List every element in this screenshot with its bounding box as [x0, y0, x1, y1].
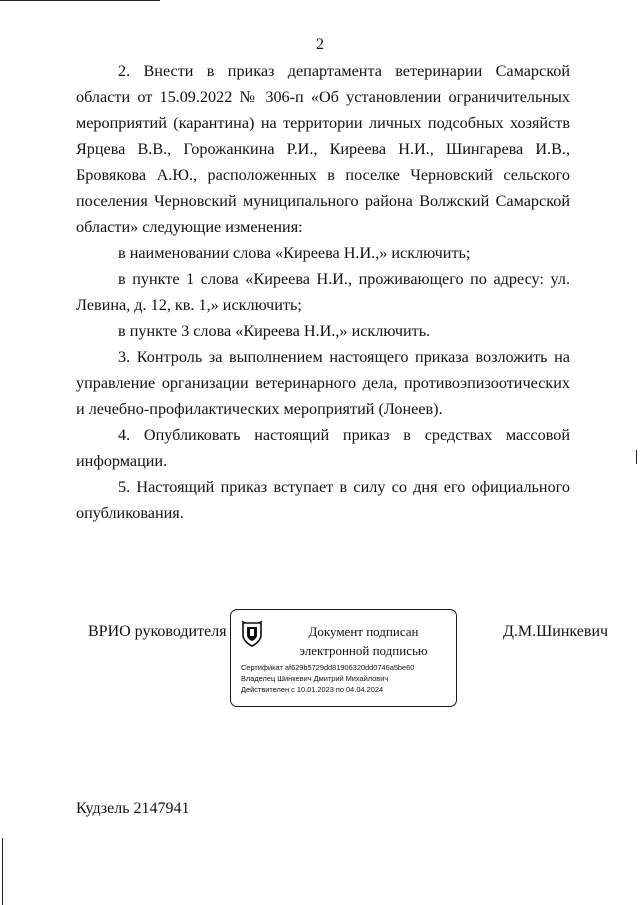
paragraph-point-1-change: в пункте 1 слова «Киреева Н.И., проживающего по адресу: ул. Левина, д. 12, кв. 1,» исключить; [76, 270, 570, 314]
paragraph-point-3-change: в пункте 3 слова «Киреева Н.И.,» исключить. [118, 322, 431, 340]
signatory-name: Д.М.Шинкевич [503, 623, 609, 640]
stamp-details [241, 662, 453, 695]
executor-note: Кудзель 2147941 [76, 800, 190, 817]
stamp-title-line2: электронной подписью [299, 643, 428, 658]
coat-of-arms-icon [241, 620, 263, 648]
stamp-certificate: Сертификат af629b5729dd81906320dd0746a5be60 [241, 663, 415, 672]
scan-edge-top [0, 0, 160, 1]
stamp-title-line1: Документ подписан [308, 624, 419, 639]
signatory-position: ВРИО руководителя [88, 623, 227, 640]
paragraph-effective: 5. Настоящий приказ вступает в силу со дня его официального опубликования. [76, 478, 570, 522]
scan-edge-right [636, 450, 637, 464]
paragraph-amendment: 2. Внести в приказ департамента ветеринарии Самарской области от 15.09.2022 № 306-п «Об установлении ограничительных мероприятий (карантина) на территории личных подсобных хозяйств Ярцева В.В., Горожанкина Р.И., Киреева Н.И., Шингарева И.В., Бровякова А.Ю., расположенных в поселке Черновский сельского поселения Черновский муниципального района Волжский Самарской области» следующие изменения: [76, 62, 570, 236]
document-body [76, 58, 570, 526]
stamp-validity: Действителен с 10.01.2023 по 04.04.2024 [241, 685, 384, 694]
electronic-signature-stamp [230, 609, 457, 707]
stamp-owner: Владелец Шинкевич Дмитрий Михайлович [241, 674, 389, 683]
paragraph-publish: 4. Опубликовать настоящий приказ в средствах массовой информации. [76, 426, 570, 470]
page-number: 2 [316, 36, 324, 53]
paragraph-title-change: в наименовании слова «Киреева Н.И.,» исключить; [118, 244, 471, 262]
stamp-title [276, 622, 451, 660]
scan-edge-left [2, 838, 3, 905]
paragraph-control: 3. Контроль за выполнением настоящего приказа возложить на управление организации ветеринарного дела, противоэпизоотических и лечебно-профилактических мероприятий (Лонеев). [76, 348, 570, 418]
